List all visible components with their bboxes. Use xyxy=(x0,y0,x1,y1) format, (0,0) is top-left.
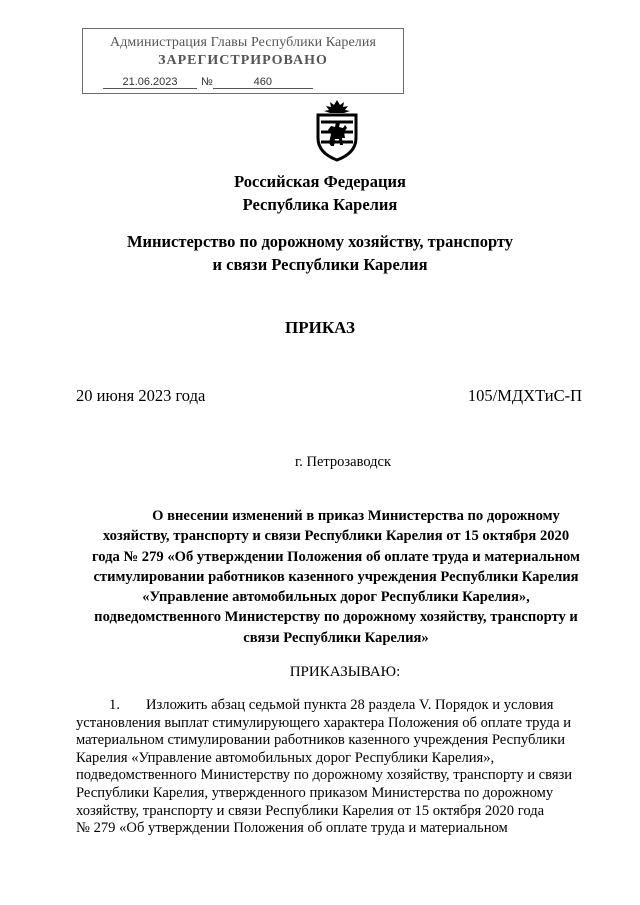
title-line: подведомственного Министерству по дорожному хозяйству, транспорту и xyxy=(94,609,578,626)
item-number: 1. xyxy=(109,697,120,713)
title-line: стимулировании работников казенного учреждения Республики Карелия xyxy=(93,568,579,585)
body-line-text: установления выплат стимулирующего характера Положения об оплате труда и xyxy=(76,714,572,731)
document-body xyxy=(76,697,598,838)
karelia-coat-of-arms-icon xyxy=(312,98,362,162)
body-line-text: Изложить абзац седьмой пункта 28 раздела V. Порядок и условия xyxy=(146,697,554,713)
order-word: ПРИКАЗЫВАЮ: xyxy=(289,664,401,680)
stamp-status: ЗАРЕГИСТРИРОВАНО xyxy=(158,53,328,68)
body-line xyxy=(76,785,598,803)
title-line: О внесении изменений в приказ Министерства по дорожному xyxy=(152,508,560,524)
stamp-date: 21.06.2023 xyxy=(103,76,197,89)
document-title xyxy=(76,506,596,648)
ministry-name-line2: и связи Республики Карелия xyxy=(212,255,428,274)
body-line xyxy=(76,820,598,838)
header-country: Российская Федерация xyxy=(234,172,406,191)
body-line xyxy=(76,732,598,750)
body-line-text: № 279 «Об утверждении Положения об оплате труда и материальном xyxy=(76,820,508,837)
body-line xyxy=(76,803,598,821)
registration-stamp xyxy=(82,28,404,94)
document-date: 20 июня 2023 года xyxy=(76,386,206,405)
document-type: ПРИКАЗ xyxy=(285,318,355,337)
stamp-registration-line xyxy=(103,76,313,89)
body-line-text: хозяйству, транспорту и связи Республики Карелия от 15 октября 2020 года xyxy=(76,802,545,819)
title-line: «Управление автомобильных дорог Республики Карелия», xyxy=(142,589,530,606)
stamp-number: 460 xyxy=(213,76,313,89)
body-line-text: подведомственного Министерству по дорожному хозяйству, транспорту и связи xyxy=(76,767,573,784)
document-number: 105/МДХТиС-П xyxy=(467,386,582,405)
ministry-name-line1: Министерство по дорожному хозяйству, транспорту xyxy=(126,232,514,251)
title-line: года № 279 «Об утверждении Положения об оплате труда и материальном xyxy=(92,548,580,565)
header-region: Республика Карелия xyxy=(242,195,398,214)
document-city: г. Петрозаводск xyxy=(294,454,392,470)
body-line-text: Карелия «Управление автомобильных дорог Республики Карелия», xyxy=(76,749,495,766)
stamp-organization: Администрация Главы Республики Карелия xyxy=(110,35,376,50)
title-line: связи Республики Карелия» xyxy=(243,629,429,646)
body-line xyxy=(76,767,598,785)
stamp-number-label: № xyxy=(201,76,213,88)
title-line: хозяйству, транспорту и связи Республики Карелия от 15 октября 2020 xyxy=(102,528,570,545)
body-line-text: материальном стимулировании работников казенного учреждения Республики xyxy=(76,732,566,749)
body-line xyxy=(76,715,598,733)
body-line xyxy=(76,750,598,768)
body-line-text: Республики Карелия, утвержденного приказом Министерства по дорожному xyxy=(76,784,554,801)
body-line xyxy=(76,697,598,715)
